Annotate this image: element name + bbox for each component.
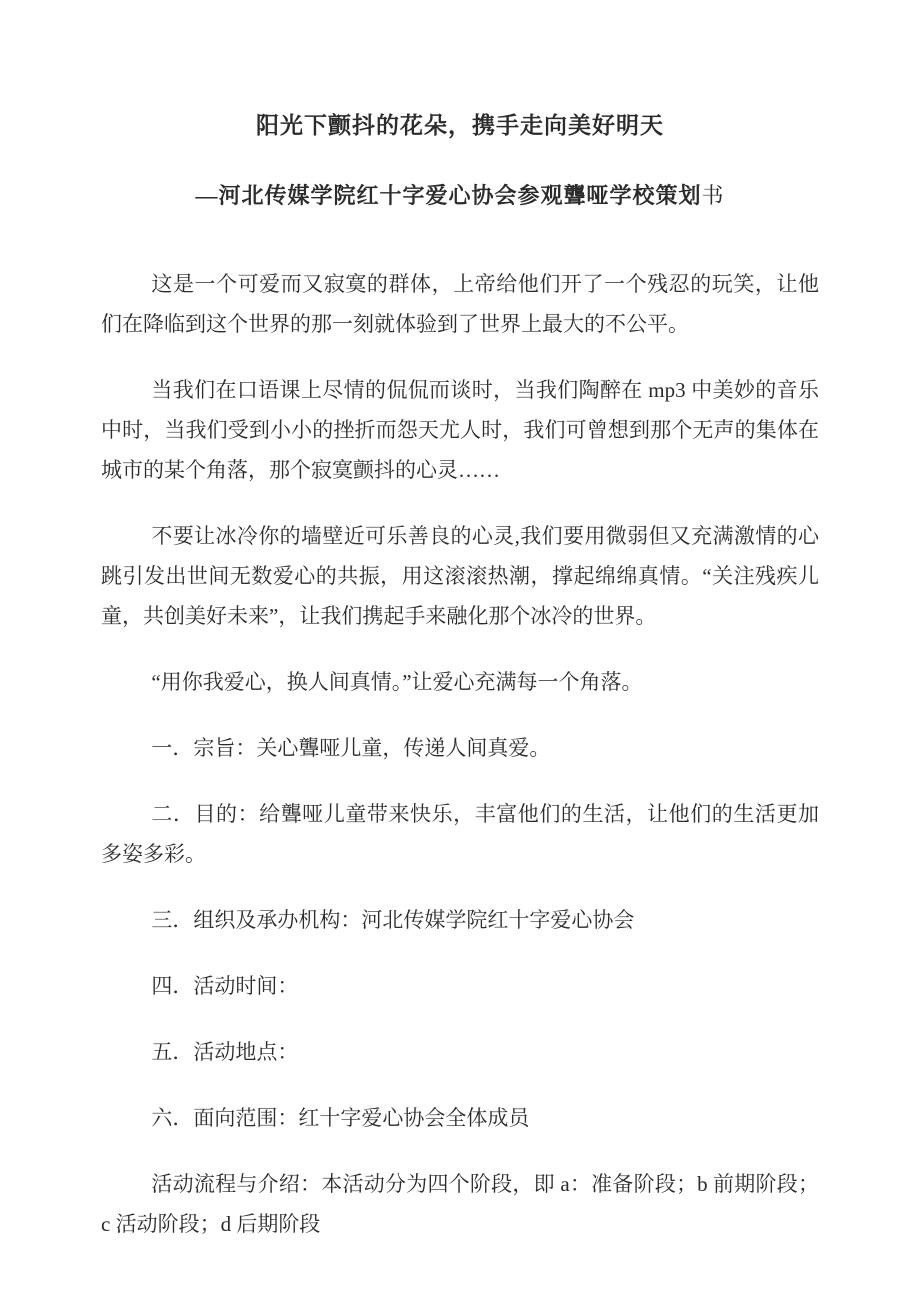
list-item-purpose: 一．宗旨：关心聾哑儿童，传递人间真爱。 <box>151 736 551 760</box>
list-item-time: 四．活动时间： <box>151 974 299 998</box>
list-item-audience: 六．面向范围：红十字爱心协会全体成员 <box>151 1106 530 1130</box>
document-subtitle-main: —河北传媒学院红十字爱心协会参观聾哑学校策划 <box>195 183 702 208</box>
paragraph-appeal: 不要让冰冷你的墙壁近可乐善良的心灵,我们要用微弱但又充满激情的心跳引发出世间无数爱心的共振，用这滚滚热潮，撑起绵绵真情。“关注残疾儿童，共创美好未来”，让我们携起手来融化那个冰冷的世界。 <box>101 524 819 628</box>
document-subtitle <box>101 182 819 210</box>
paragraph-reflection: 当我们在口语课上尽情的侃侃而谈时，当我们陶醉在 mp3 中美妙的音乐中时，当我们受到小小的挫折而怨天尤人时，我们可曾想到那个无声的集体在城市的某个角落，那个寂寞颤抖的心灵…… <box>101 378 819 482</box>
document-title: 阳光下颤抖的花朵，携手走向美好明天 <box>256 113 664 138</box>
document-subtitle-tail: 书 <box>701 183 725 208</box>
paragraph-process: 活动流程与介绍：本活动分为四个阶段，即 a：准备阶段；b 前期阶段；c 活动阶段；d 后期阶段 <box>101 1172 819 1236</box>
list-item-goal: 二．目的：给聾哑儿童带来快乐，丰富他们的生活，让他们的生活更加多姿多彩。 <box>101 802 819 866</box>
paragraph-intro: 这是一个可爱而又寂寞的群体，上帝给他们开了一个残忍的玩笑，让他们在降临到这个世界的那一刻就体验到了世界上最大的不公平。 <box>101 272 819 336</box>
paragraph-slogan: “用你我爱心，换人间真情。”让爱心充满每一个角落。 <box>151 670 643 694</box>
list-item-location: 五．活动地点： <box>151 1040 299 1064</box>
list-item-organizer: 三．组织及承办机构：河北传媒学院红十字爱心协会 <box>151 908 635 932</box>
